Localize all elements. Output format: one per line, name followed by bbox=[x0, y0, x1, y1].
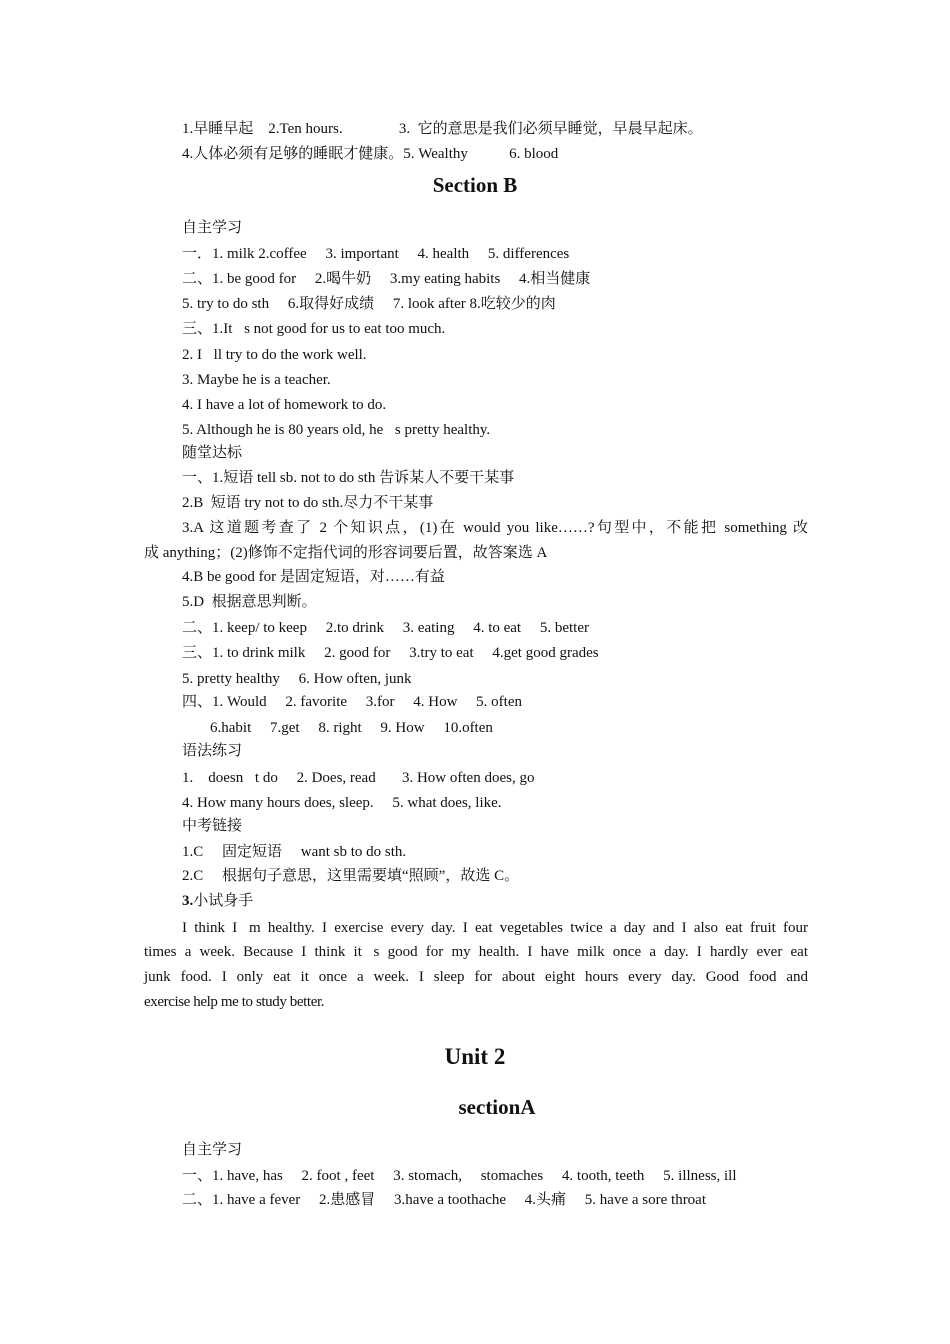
suitang-line: 2.B 短语 try not to do sth.尽力不干某事 bbox=[182, 495, 434, 511]
zizhu-line: 三、1.It s not good for us to eat too much. bbox=[182, 321, 446, 337]
zizhu-line: 一．1. milk 2.coffee 3. important 4. health 5. differences bbox=[182, 246, 570, 262]
suitang-line: 3.A 这道题考查了 2 个知识点，(1)在 would you like……?句型中，不能把 something 改 bbox=[182, 520, 808, 536]
zizhu-line: 2. I ll try to do the work well. bbox=[182, 347, 367, 363]
suitang-line: 三、1. to drink milk 2. good for 3.try to eat 4.get good grades bbox=[182, 645, 599, 661]
zizhu-line: 4. I have a lot of homework to do. bbox=[182, 397, 387, 413]
suitang-line: 四、1. Would 2. favorite 3.for 4. How 5. often bbox=[182, 694, 522, 710]
answer-line-2: 4.人体必须有足够的睡眠才健康。5. Wealthy 6. blood bbox=[182, 146, 559, 162]
unit2-zizhu-line: 二、1. have a fever 2.患感冒 3.have a toothache 4.头痛 5. have a sore throat bbox=[182, 1192, 707, 1208]
yufa-line: 4. How many hours does, sleep. 5. what does, like. bbox=[182, 795, 502, 811]
item-text: 小试身手 bbox=[193, 893, 254, 909]
suitang-line: 5.D 根据意思判断。 bbox=[182, 594, 317, 610]
suitang-label: 随堂达标 bbox=[182, 445, 243, 461]
unit2-zizhu-line: 一、1. have, has 2. foot , feet 3. stomach, stomaches 4. tooth, teeth 5. illness, ill bbox=[182, 1168, 737, 1184]
section-b-title: Section B bbox=[432, 173, 518, 197]
zhongkao-label: 中考链接 bbox=[182, 818, 243, 834]
zizhu-line: 5. try to do sth 6.取得好成绩 7. look after 8.吃较少的肉 bbox=[182, 296, 556, 312]
zizhu-line: 二、1. be good for 2.喝牛奶 3.my eating habits 4.相当健康 bbox=[182, 271, 591, 287]
essay-line: exercise help me to study better. bbox=[144, 994, 325, 1010]
answer-line-1: 1.早睡早起 2.Ten hours. 3. 它的意思是我们必须早睡觉，早晨早起床。 bbox=[182, 121, 703, 137]
zizhu-label: 自主学习 bbox=[182, 220, 243, 236]
suitang-line: 4.B be good for 是固定短语，对……有益 bbox=[182, 569, 445, 585]
essay-line: junk food. I only eat it once a week. I sleep for about eight hours every day. Good food and bbox=[144, 969, 808, 985]
unit-title: Unit 2 bbox=[444, 1044, 506, 1069]
section-a-title: sectionA bbox=[458, 1095, 536, 1119]
item-number: 3. bbox=[182, 893, 194, 909]
suitang-line: 一、1.短语 tell sb. not to do sth 告诉某人不要干某事 bbox=[182, 470, 515, 486]
zhongkao-line: 2.C 根据句子意思，这里需要填“照顾”，故选 C。 bbox=[182, 868, 520, 884]
essay-line: times a week. Because I think it s good for my health. I have milk once a day. I hardly ever eat bbox=[144, 944, 808, 960]
zhongkao-line: 1.C 固定短语 want sb to do sth. bbox=[182, 844, 407, 860]
zizhu-line: 5. Although he is 80 years old, he s pretty healthy. bbox=[182, 422, 491, 438]
zhongkao-line-3 bbox=[182, 891, 253, 911]
suitang-line: 6.habit 7.get 8. right 9. How 10.often bbox=[210, 720, 493, 736]
unit2-zizhu-label: 自主学习 bbox=[182, 1142, 243, 1158]
suitang-line: 5. pretty healthy 6. How often, junk bbox=[182, 671, 412, 687]
suitang-line: 二、1. keep/ to keep 2.to drink 3. eating 4. to eat 5. better bbox=[182, 620, 589, 636]
suitang-line: 成 anything；(2)修饰不定指代词的形容词要后置，故答案选 A bbox=[144, 545, 548, 561]
yufa-line: 1. doesn t do 2. Does, read 3. How often does, go bbox=[182, 770, 535, 786]
essay-line: I think I m healthy. I exercise every day. I eat vegetables twice a day and I also eat fruit four bbox=[182, 920, 808, 936]
zizhu-line: 3. Maybe he is a teacher. bbox=[182, 372, 331, 388]
yufa-label: 语法练习 bbox=[182, 743, 243, 759]
